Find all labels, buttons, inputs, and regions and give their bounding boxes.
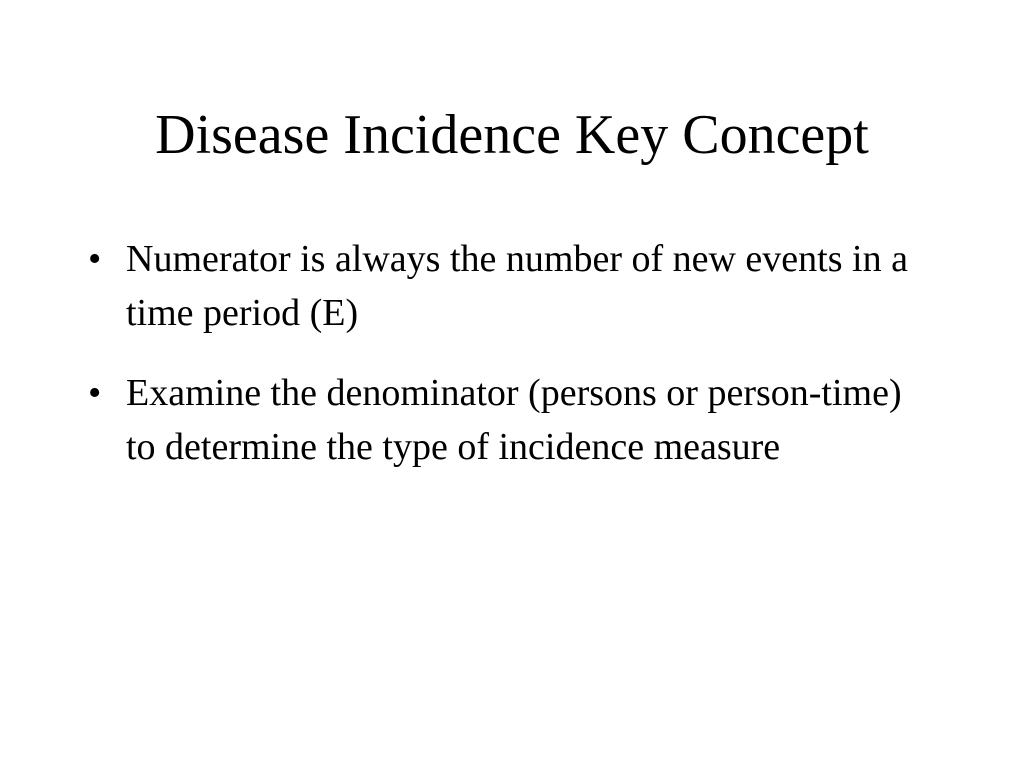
bullet-marker-icon: • xyxy=(88,238,102,280)
bullet-list xyxy=(88,232,908,500)
bullet-item xyxy=(88,366,908,474)
bullet-marker-icon: • xyxy=(88,372,102,414)
bullet-text: Examine the denominator (persons or person-time) to determine the type of incidence measure xyxy=(126,372,902,468)
bullet-text: Numerator is always the number of new events in a time period (E) xyxy=(126,238,908,334)
slide-title: Disease Incidence Key Concept xyxy=(155,104,869,166)
bullet-item xyxy=(88,232,908,340)
